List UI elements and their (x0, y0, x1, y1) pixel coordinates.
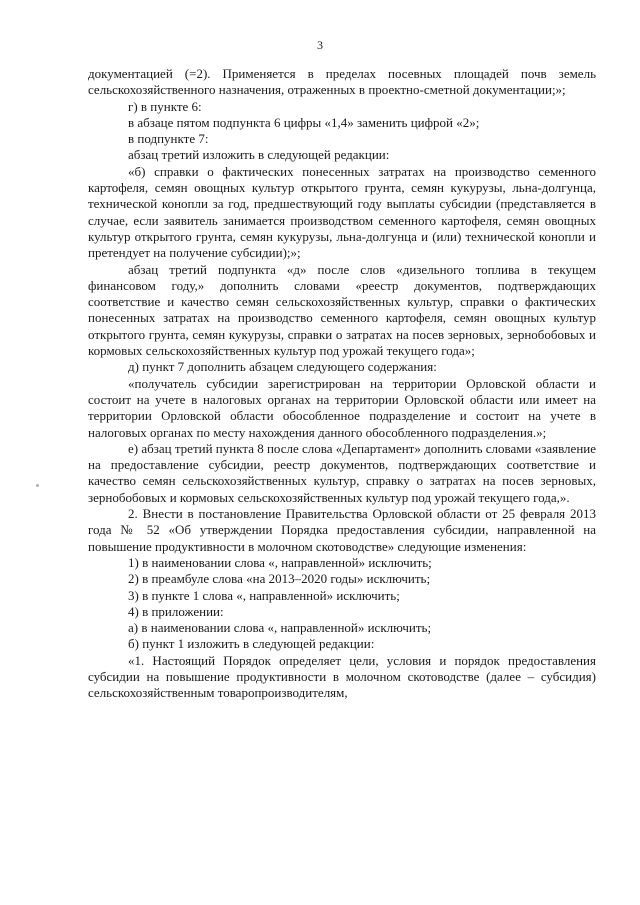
paragraph-change-3: 3) в пункте 1 слова «, направленной» исключить; (128, 587, 400, 603)
paragraph-quote-recipient: «получатель субсидии зарегистрирован на территории Орловской области и состоит на учете в налоговых органах на территории Орловской области или имеет на территории Орловской области обособленное подразделение и состоит на учете в налоговых органах по месту нахождения данного обособленного подразделения.»; (88, 375, 596, 440)
paragraph-quote-b: «б) справки о фактических понесенных затратах на производство семенного картофеля, семян овощных культур открытого грунта, семян кукурузы, льна-долгунца, технической конопли за год, предшествующий году выплаты субсидии (представляется в случае, если заявитель занимается производством семенного картофеля, семян овощных культур открытого грунта, семян кукурузы, льна-долгунца и (или) технической конопли и претендует на получение субсидии);»; (88, 163, 596, 261)
paragraph-change-1: 1) в наименовании слова «, направленной» исключить; (128, 554, 432, 570)
paragraph-continuation: документацией (=2). Применяется в пределах посевных площадей почв земель сельскохозяйственного назначения, отраженных в проектно-сметной документации;»; (88, 66, 596, 98)
paragraph-change-2: 2) в преамбуле слова «на 2013–2020 годы» исключить; (128, 571, 431, 587)
paragraph-change-b: б) пункт 1 изложить в следующей редакции: (128, 636, 375, 652)
paragraph-item-g-2: в подпункте 7: (128, 131, 209, 147)
document-body (88, 66, 596, 702)
paragraph-item-d: д) пункт 7 дополнить абзацем следующего содержания: (128, 359, 437, 375)
paragraph-quote-1: «1. Настоящий Порядок определяет цели, условия и порядок предоставления субсидии на повышение продуктивности в молочном скотоводстве (далее – субсидия) сельскохозяйственным товаропроизводителям, (88, 652, 596, 701)
paragraph-change-a: а) в наименовании слова «, направленной» исключить; (128, 620, 432, 636)
scan-speck (36, 484, 39, 487)
paragraph-subitem-d: абзац третий подпункта «д» после слов «дизельного топлива в текущем финансовом году,» дополнить словами «реестр документов, подтверждающих соответствие и качество семян сельскохозяйственных культур, справки о фактических понесенных затратах на производство семенного картофеля, семян овощных культур открытого грунта, семян кукурузы, справки о затратах на посев зерновых, зернобобовых и кормовых сельскохозяйственных культур под урожай текущего года»; (88, 261, 596, 359)
paragraph-item-e: е) абзац третий пункта 8 после слова «Департамент» дополнить словами «заявление на предоставление субсидии, реестр документов, подтверждающих соответствие и качество семян сельскохозяйственных культур, справку о затратах на посев зерновых, зернобобовых и кормовых сельскохозяйственных культур под урожай текущего года,». (88, 440, 596, 505)
paragraph-item-g-3: абзац третий изложить в следующей редакции: (128, 147, 390, 163)
paragraph-item-g: г) в пункте 6: (128, 98, 202, 114)
paragraph-item-g-1: в абзаце пятом подпункта 6 цифры «1,4» заменить цифрой «2»; (128, 114, 480, 130)
page-number: 3 (317, 38, 323, 52)
paragraph-change-4: 4) в приложении: (128, 603, 224, 619)
paragraph-section-2: 2. Внести в постановление Правительства Орловской области от 25 февраля 2013 года № 52 «Об утверждении Порядка предоставления субсидии, направленной на повышение продуктивности в молочном скотоводстве» следующие изменения: (88, 506, 596, 554)
